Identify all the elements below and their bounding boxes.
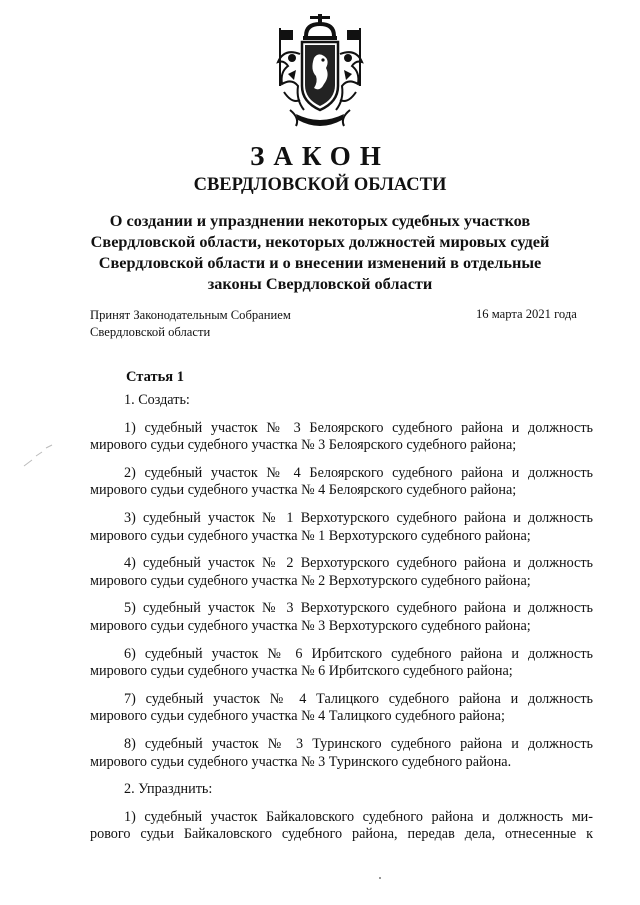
list-item-line: 8) судебный участок № 3 Туринского судебного района и должность bbox=[124, 735, 593, 752]
list-item-line: мирового судьи судебного участка № 1 Верхотурского судебного района; bbox=[90, 527, 531, 544]
adopted-by bbox=[90, 307, 330, 340]
heading-line: Свердловской области, некоторых должностей мировых судей bbox=[90, 232, 550, 251]
scan-mark bbox=[22, 440, 62, 470]
law-title: ЗАКОН bbox=[250, 141, 390, 171]
list-item bbox=[90, 465, 593, 500]
list-item bbox=[90, 555, 593, 590]
scan-mark bbox=[376, 874, 384, 882]
article-title: Статья 1 bbox=[126, 369, 184, 385]
list-item bbox=[90, 420, 593, 455]
list-item-line: 4) судебный участок № 2 Верхотурского судебного района и должность bbox=[124, 555, 593, 572]
list-item-line: мирового судьи судебного участка № 6 Ирбитского судебного района; bbox=[90, 663, 513, 680]
list-item-line: мирового судьи судебного участка № 3 Туринского судебного района. bbox=[90, 753, 512, 770]
list-item-line: 2) судебный участок № 4 Белоярского судебного района и должность bbox=[124, 464, 593, 481]
part-abolish: 2. Упразднить: bbox=[124, 781, 213, 798]
adoption-date: 16 марта 2021 года bbox=[476, 307, 577, 321]
list-item-line: мирового судьи судебного участка № 2 Верхотурского судебного района; bbox=[90, 572, 531, 589]
list-item bbox=[90, 736, 593, 771]
list-item bbox=[90, 510, 593, 545]
list-item-line: мирового судьи судебного участка № 3 Верхотурского судебного района; bbox=[90, 617, 531, 634]
document-heading bbox=[70, 210, 570, 294]
list-item-line: мирового судьи судебного участка № 4 Талицкого судебного района; bbox=[90, 708, 505, 725]
list-item bbox=[90, 600, 593, 635]
region-title: СВЕРДЛОВСКОЙ ОБЛАСТИ bbox=[193, 175, 447, 195]
list-item-line: мирового судьи судебного участка № 4 Белоярского судебного района; bbox=[90, 482, 517, 499]
list-item-line: 3) судебный участок № 1 Верхотурского судебного района и должность bbox=[124, 509, 593, 526]
list-item-line: 6) судебный участок № 6 Ирбитского судебного района и должность bbox=[124, 645, 593, 662]
list-item-line: 1) судебный участок Байкаловского судебного района и должность ми- bbox=[124, 808, 593, 825]
list-item-line: 7) судебный участок № 4 Талицкого судебного района и должность bbox=[124, 690, 593, 707]
list-item-line: мирового судьи судебного участка № 3 Белоярского судебного района; bbox=[90, 437, 517, 454]
adopted-line: Свердловской области bbox=[90, 324, 211, 339]
list-item bbox=[90, 646, 593, 681]
heading-line: законы Свердловской области bbox=[207, 274, 433, 293]
list-item-line: 5) судебный участок № 3 Верхотурского судебного района и должность bbox=[124, 600, 593, 617]
adopted-line: Принят Законодательным Собранием bbox=[90, 308, 291, 322]
list-item bbox=[90, 809, 593, 844]
part-create: 1. Создать: bbox=[124, 392, 190, 408]
heading-line: Свердловской области и о внесении изменений в отдельные bbox=[98, 253, 542, 272]
list-item-line: 1) судебный участок № 3 Белоярского судебного района и должность bbox=[124, 419, 593, 436]
list-item bbox=[90, 691, 593, 726]
list-item-line: рового судьи Байкаловского судебного района, передав дела, отнесенные к bbox=[90, 826, 593, 843]
coat-of-arms-icon bbox=[270, 14, 370, 136]
heading-line: О создании и упразднении некоторых судебных участков bbox=[109, 211, 531, 230]
article-body bbox=[90, 392, 593, 854]
